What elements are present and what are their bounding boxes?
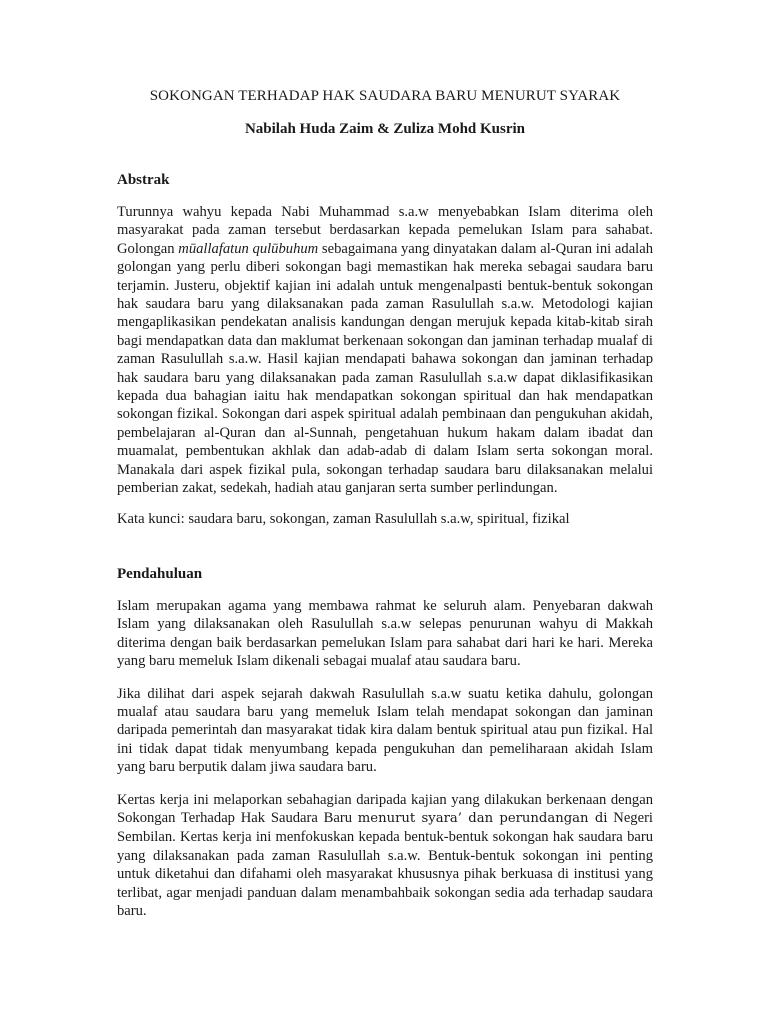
abstract-text-part-2: sebagaimana yang dinyatakan dalam al-Quran ini adalah golongan yang perlu diberi sokongan bagi memastikan hak mereka sebagai saudara baru terjamin. Justeru, objektif kajian ini adalah untuk mengenalpasti bentuk-bentuk sokongan hak saudara baru yang dilaksanakan pada zaman Rasulullah s.a.w. Metodologi kajian mengaplikasikan pendekatan analisis kandungan dengan merujuk kepada kitab-kitab sirah bagi mendapatkan data dan maklumat berkenaan sokongan dan jaminan terhadap mualaf di zaman Rasulullah s.a.w. Hasil kajian mendapati bahawa sokongan dan jaminan terhadap hak saudara baru yang dilaksanakan pada zaman Rasulullah s.a.w dapat diklasifikasikan kepada dua bahagian iaitu hak mendapatkan sokongan spiritual dan hak mendapatkan sokongan fizikal. Sokongan dari aspek spiritual adalah pembinaan dan pengukuhan akidah, pembelajaran al-Quran dan al-Sunnah, pengetahuan hukum hakam dalam ibadat dan muamalat, pembentukan akhlak dan adab-adab di dalam Islam serta sokongan moral. Manakala dari aspek fizikal pula, sokongan terhadap saudara baru dilaksanakan melalui pemberian zakat, sedekah, hadiah atau ganjaran serta sumber perlindungan. bbox=[117, 240, 653, 497]
keywords-line: Kata kunci: saudara baru, sokongan, zaman Rasulullah s.a.w, spiritual, fizikal bbox=[117, 510, 570, 527]
abstract-heading: Abstrak bbox=[117, 172, 170, 188]
abstract-text-part-1: Turunnya wahyu kepada Nabi Muhammad s.a.w menyebabkan Islam diterima oleh masyarakat pada zaman tersebut berdasarkan kepada pemelukan Islam para sahabat. Golongan bbox=[117, 204, 653, 257]
introduction-paragraph-2: Jika dilihat dari aspek sejarah dakwah Rasulullah s.a.w suatu ketika dahulu, golongan mualaf atau saudara baru yang memeluk Islam telah mendapat sokongan dan jaminan daripada pemerintah dan masyarakat tidak kira dalam bentuk spiritual atau pun fizikal. Hal ini tidak dapat tidak menyumbang kepada pengukuhan dan pemeliharaan akidah Islam yang baru berputik dalam jiwa saudara baru. bbox=[117, 685, 653, 776]
abstract-italic-term: mūallafatun qulūbuhum bbox=[178, 240, 319, 257]
introduction-p3-alt-font: menurut syara’ dan perundangan di bbox=[357, 810, 608, 826]
introduction-paragraph-3 bbox=[117, 791, 653, 921]
introduction-p3-part-1: Kertas kerja ini melaporkan sebahagian daripada kajian yang dilakukan berkenaan dengan Sokongan Terhadap Hak Saudara Baru bbox=[117, 791, 653, 826]
introduction-p3-part-2: Negeri Sembilan. Kertas kerja ini menfokuskan kepada bentuk-bentuk sokongan hak saudara baru yang dilaksanakan pada zaman Rasulullah s.a.w. Bentuk-bentuk sokongan ini penting untuk diketahui dan difahami oleh masyarakat khususnya pihak berkuasa di institusi yang terlibat, agar menjadi panduan dalam menambahbaik sokongan sedia ada terhadap saudara baru. bbox=[117, 809, 653, 919]
document-authors: Nabilah Huda Zaim & Zuliza Mohd Kusrin bbox=[244, 121, 526, 137]
abstract-paragraph bbox=[117, 203, 653, 498]
introduction-paragraph-1: Islam merupakan agama yang membawa rahmat ke seluruh alam. Penyebaran dakwah Islam yang dilaksanakan oleh Rasulullah s.a.w selepas penurunan wahyu di Makkah diterima dengan baik berdasarkan pemelukan Islam para sahabat dari hari ke hari. Mereka yang baru memeluk Islam dikenali sebagai mualaf atau saudara baru. bbox=[117, 597, 653, 670]
introduction-heading: Pendahuluan bbox=[117, 565, 203, 582]
document-page bbox=[117, 88, 653, 920]
document-title: SOKONGAN TERHADAP HAK SAUDARA BARU MENURUT SYARAK bbox=[149, 88, 621, 104]
